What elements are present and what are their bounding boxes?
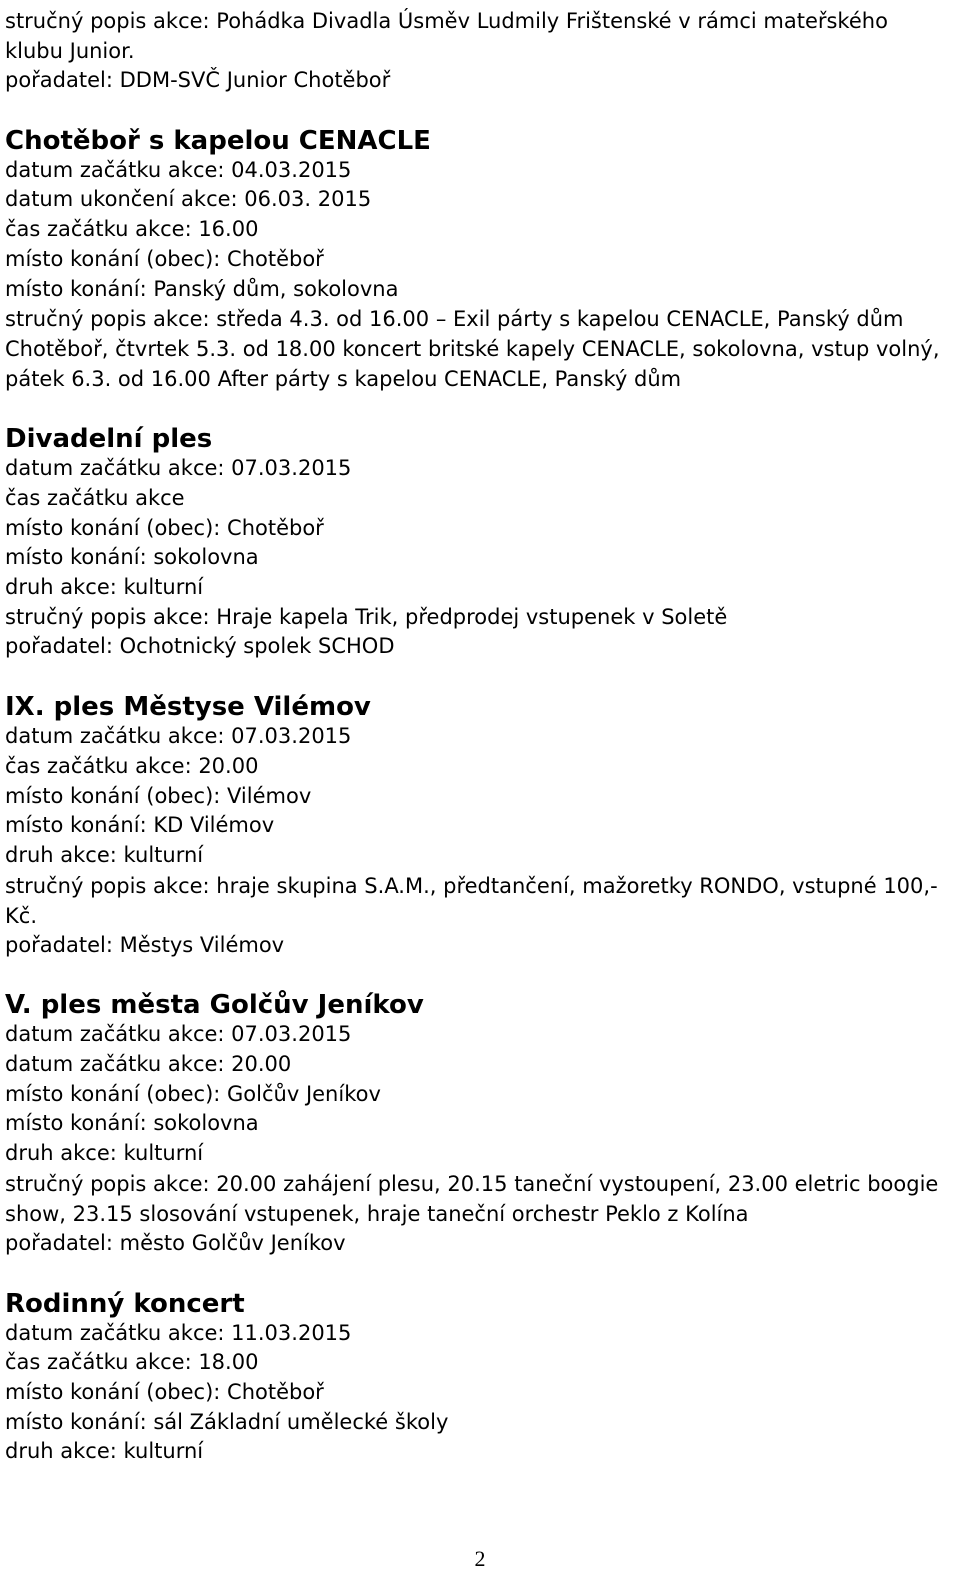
event-title: Chotěboř s kapelou CENACLE	[5, 125, 431, 156]
event-start-time: čas začátku akce: 16.00	[5, 217, 259, 242]
event-cenacle	[5, 126, 955, 395]
event-municipality: místo konání (obec): Vilémov	[5, 783, 312, 808]
event-type: druh akce: kulturní	[5, 842, 204, 867]
event-description: stručný popis akce: Hraje kapela Trik, předprodej vstupenek v Soletě	[5, 604, 728, 629]
event-title: V. ples města Golčův Jeníkov	[5, 990, 424, 1021]
event-venue: místo konání: KD Vilémov	[5, 813, 275, 838]
event-description: stručný popis akce: středa 4.3. od 16.00 – Exil párty s kapelou CENACLE, Panský dům Chotěboř, čtvrtek 5.3. od 18.00 koncert britské kapely CENACLE, sokolovna, vstup volný, pátek 6.3. od 16.00 After párty s kapelou CENACLE, Panský dům	[5, 307, 940, 392]
section-spacer	[5, 394, 955, 424]
event-start-time: čas začátku akce	[5, 485, 185, 510]
section-spacer	[5, 960, 955, 990]
event-start-date: datum začátku akce: 07.03.2015	[5, 1022, 352, 1047]
event-divadelni-ples	[5, 424, 955, 662]
section-spacer	[5, 96, 955, 126]
event-start-date: datum začátku akce: 07.03.2015	[5, 456, 352, 481]
event-organizer: pořadatel: Ochotnický spolek SCHOD	[5, 634, 395, 659]
event-title: Divadelní ples	[5, 424, 213, 455]
section-spacer	[5, 1259, 955, 1289]
event-description: stručný popis akce: 20.00 zahájení plesu, 20.15 taneční vystoupení, 23.00 eletric boogie show, 23.15 slosování vstupenek, hraje taneční orchestr Peklo z Kolína	[5, 1171, 939, 1226]
intro-organizer: pořadatel: DDM-SVČ Junior Chotěboř	[5, 68, 391, 92]
page-number: 2	[474, 1546, 486, 1571]
event-organizer: pořadatel: Městys Vilémov	[5, 932, 285, 957]
event-start-time: čas začátku akce: 20.00	[5, 753, 259, 778]
event-start-time: datum začátku akce: 20.00	[5, 1052, 292, 1077]
event-venue: místo konání: sokolovna	[5, 545, 259, 570]
event-municipality: místo konání (obec): Golčův Jeníkov	[5, 1081, 381, 1106]
event-start-date: datum začátku akce: 11.03.2015	[5, 1320, 352, 1345]
section-spacer	[5, 662, 955, 692]
event-type: druh akce: kulturní	[5, 1141, 204, 1166]
event-ples-vilemov	[5, 692, 955, 960]
document-page	[5, 6, 955, 1467]
event-start-date: datum začátku akce: 07.03.2015	[5, 724, 352, 749]
event-municipality: místo konání (obec): Chotěboř	[5, 515, 324, 540]
event-start-time: čas začátku akce: 18.00	[5, 1350, 259, 1375]
event-venue: místo konání: Panský dům, sokolovna	[5, 276, 399, 301]
intro-description: stručný popis akce: Pohádka Divadla Úsměv Ludmily Frištenské v rámci mateřského klubu Junior.	[5, 9, 888, 63]
event-end-date: datum ukončení akce: 06.03. 2015	[5, 187, 372, 212]
event-title: Rodinný koncert	[5, 1288, 245, 1319]
event-organizer: pořadatel: město Golčův Jeníkov	[5, 1230, 346, 1255]
event-municipality: místo konání (obec): Chotěboř	[5, 1379, 324, 1404]
event-title: IX. ples Městyse Vilémov	[5, 692, 371, 723]
event-ples-golcuv-jenikov	[5, 990, 955, 1258]
event-type: druh akce: kulturní	[5, 1439, 204, 1464]
event-start-date: datum začátku akce: 04.03.2015	[5, 157, 352, 182]
event-description: stručný popis akce: hraje skupina S.A.M., předtančení, mažoretky RONDO, vstupné 100,- Kč.	[5, 873, 938, 928]
event-municipality: místo konání (obec): Chotěboř	[5, 246, 324, 271]
event-rodinny-koncert	[5, 1289, 955, 1468]
event-venue: místo konání: sokolovna	[5, 1111, 259, 1136]
event-venue: místo konání: sál Základní umělecké školy	[5, 1409, 449, 1434]
event-type: druh akce: kulturní	[5, 575, 204, 600]
